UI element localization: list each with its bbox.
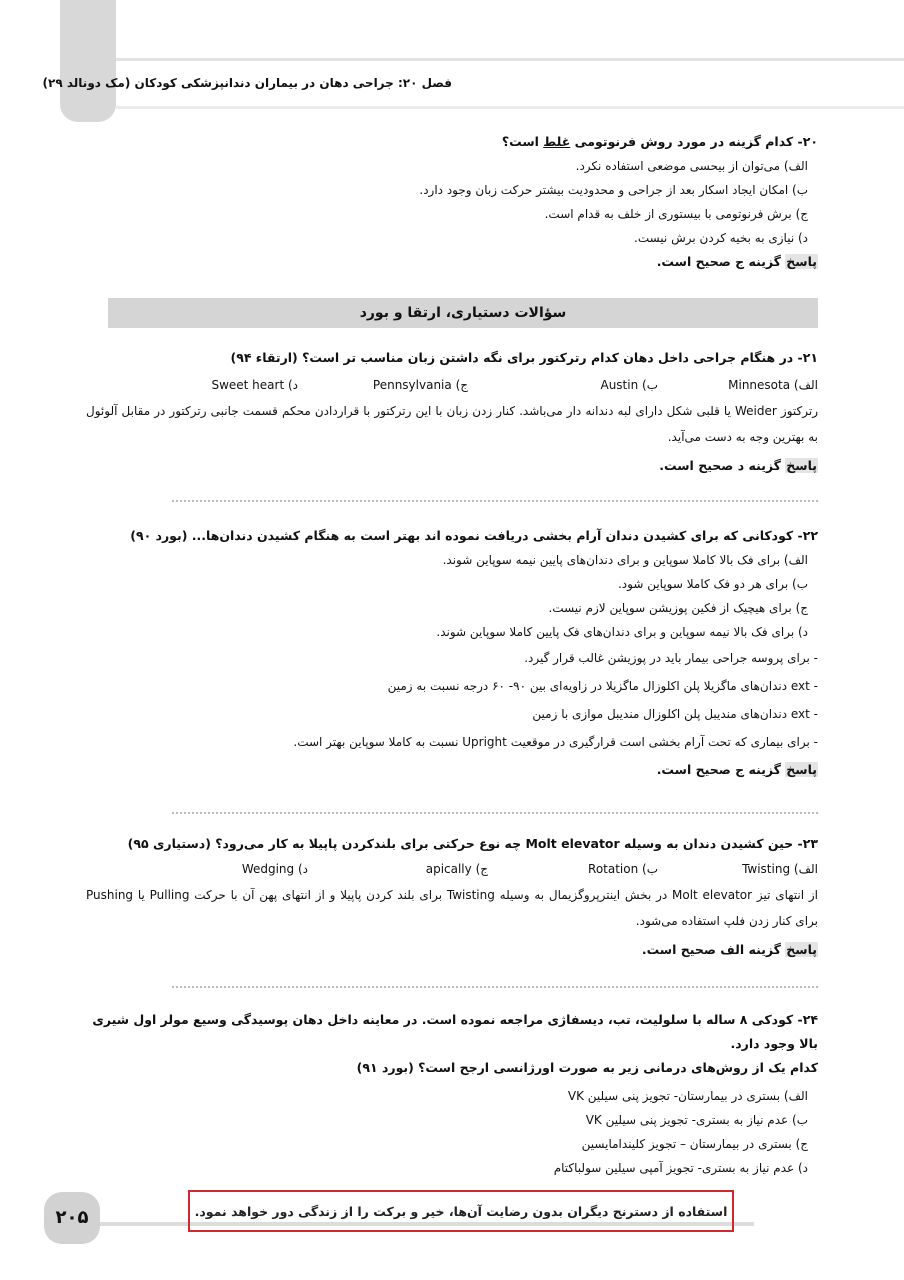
answer-23: پاسخ گزینه الف صحیح است.	[641, 942, 817, 957]
header-divider-bottom	[116, 106, 904, 109]
question-23-title: ۲۳- حین کشیدن دندان به وسیله Molt elevator چه نوع حرکتی برای بلندکردن پاپیلا به کار می‌رود؟ (دستیاری ۹۵)	[127, 836, 818, 851]
option-c: ج) برای هیچیک از فکین پوزیشن سوپاین لازم نیست.	[548, 601, 808, 615]
answer-20: پاسخ گزینه ج صحیح است.	[656, 254, 817, 269]
note-2: - ext دندان‌های ماگزیلا پلن اکلوزال ماگزیلا در زاویه‌ای بین ۹۰- ۶۰ درجه نسبت به زمین	[387, 679, 818, 693]
option-b: ب) Austin	[600, 378, 658, 392]
divider	[172, 812, 818, 814]
option-d: د) Wedging	[241, 862, 308, 876]
divider	[172, 500, 818, 502]
question-21	[86, 346, 818, 478]
option-b: ب) برای هر دو فک کاملا سوپاین شود.	[617, 577, 808, 591]
note-3: - ext دندان‌های مندیبل پلن اکلوزال مندیبل موازی با زمین	[532, 707, 818, 721]
section-title: سؤالات دستیاری، ارتقا و بورد	[108, 298, 818, 328]
answer-21: پاسخ گزینه د صحیح است.	[659, 458, 817, 473]
option-b: ب) عدم نیاز به بستری- تجویز پنی سیلین VK	[585, 1113, 808, 1127]
question-20-title: ۲۰- کدام گزینه در مورد روش فرنوتومی غلط است؟	[501, 134, 818, 149]
option-c: ج) Pennsylvania	[372, 378, 468, 392]
header-divider	[116, 58, 904, 61]
option-d: د) نیازی به بخیه کردن برش نیست.	[634, 231, 808, 245]
note-4: - برای بیماری که تحت آرام بخشی است قرارگیری در موقعیت Upright نسبت به کاملا سوپاین بهتر است.	[293, 735, 818, 749]
note-1: - برای پروسه جراحی بیمار باید در پوزیشن غالب قرار گیرد.	[524, 651, 818, 665]
option-d: د) برای فک بالا نیمه سوپاین و برای دندان‌های فک پایین کاملا سوپاین شوند.	[436, 625, 808, 639]
header-tab	[60, 0, 116, 122]
question-22-title: ۲۲- کودکانی که برای کشیدن دندان آرام بخشی دریافت نموده اند بهتر است به هنگام کشیدن دندان‌ها... (بورد ۹۰)	[130, 528, 818, 543]
option-a: الف) می‌توان از بیحسی موضعی استفاده نکرد.	[575, 159, 808, 173]
underlined-word: غلط	[543, 134, 571, 149]
chapter-title: فصل ۲۰: جراحی دهان در بیماران دندانپزشکی کودکان (مک دونالد ۲۹)	[42, 76, 452, 90]
option-a: الف) برای فک بالا کاملا سوپاین و برای دندان‌های پایین نیمه سوپاین شوند.	[442, 553, 808, 567]
question-20	[86, 130, 818, 274]
copyright-notice: استفاده از دسترنج دیگران بدون رضایت آن‌ها، خیر و برکت را از زندگی دور خواهد نمود.	[188, 1190, 734, 1232]
option-a: الف) بستری در بیمارستان- تجویز پنی سیلین VK	[567, 1089, 808, 1103]
question-21-title: ۲۱- در هنگام جراحی داخل دهان کدام رترکتور برای نگه داشتن زبان مناسب تر است؟ (ارتقاء ۹۴)	[230, 350, 818, 365]
question-22	[86, 524, 818, 782]
option-b: ب) Rotation	[588, 862, 658, 876]
option-c: ج) برش فرنوتومی با بیستوری از خلف به قدام است.	[544, 207, 808, 221]
question-23	[86, 832, 818, 962]
divider	[172, 986, 818, 988]
option-c: ج) بستری در بیمارستان – تجویز کلیندامایسین	[581, 1137, 808, 1151]
explanation-23: از انتهای تیز Molt elevator در بخش اینترپروگزیمال به وسیله Twisting برای بلند کردن پاپیلا و از انتهای پهن آن با حرکت Pulling یا Pushing برای کنار زدن فلپ استفاده می‌شود.	[86, 888, 819, 928]
answer-22: پاسخ گزینه ج صحیح است.	[656, 762, 817, 777]
explanation-21: رترکتوز Weider یا قلبی شکل دارای لبه دندانه دار می‌باشد. کنار زدن زبان با این رترکتور با قراردادن محکم قسمت جانبی رترکتور در مقابل آلوئول به بهترین وجه به دست می‌آید.	[86, 404, 818, 444]
option-b: ب) امکان ایجاد اسکار بعد از جراحی و محدودیت بیشتر حرکت زبان وجود دارد.	[419, 183, 808, 197]
question-24	[86, 1008, 818, 1180]
option-a: الف) Minnesota	[728, 378, 818, 392]
question-24-title: ۲۴- کودکی ۸ ساله با سلولیت، تب، دیسفاژی مراجعه نموده است. در معاینه داخل دهان پوسیدگی وسیع مولر اول شیری بالا وجود دارد. کدام یک از روش‌های درمانی زیر به صورت اورژانسی ارجح است؟ (بورد ۹۱)	[92, 1012, 818, 1075]
option-d: د) Sweet heart	[211, 378, 298, 392]
option-c: ج) apically	[425, 862, 488, 876]
option-a: الف) Twisting	[742, 862, 818, 876]
page-number: ۲۰۵	[44, 1192, 100, 1244]
option-d: د) عدم نیاز به بستری- تجویز آمپی سیلین سولباکتام	[553, 1161, 808, 1175]
